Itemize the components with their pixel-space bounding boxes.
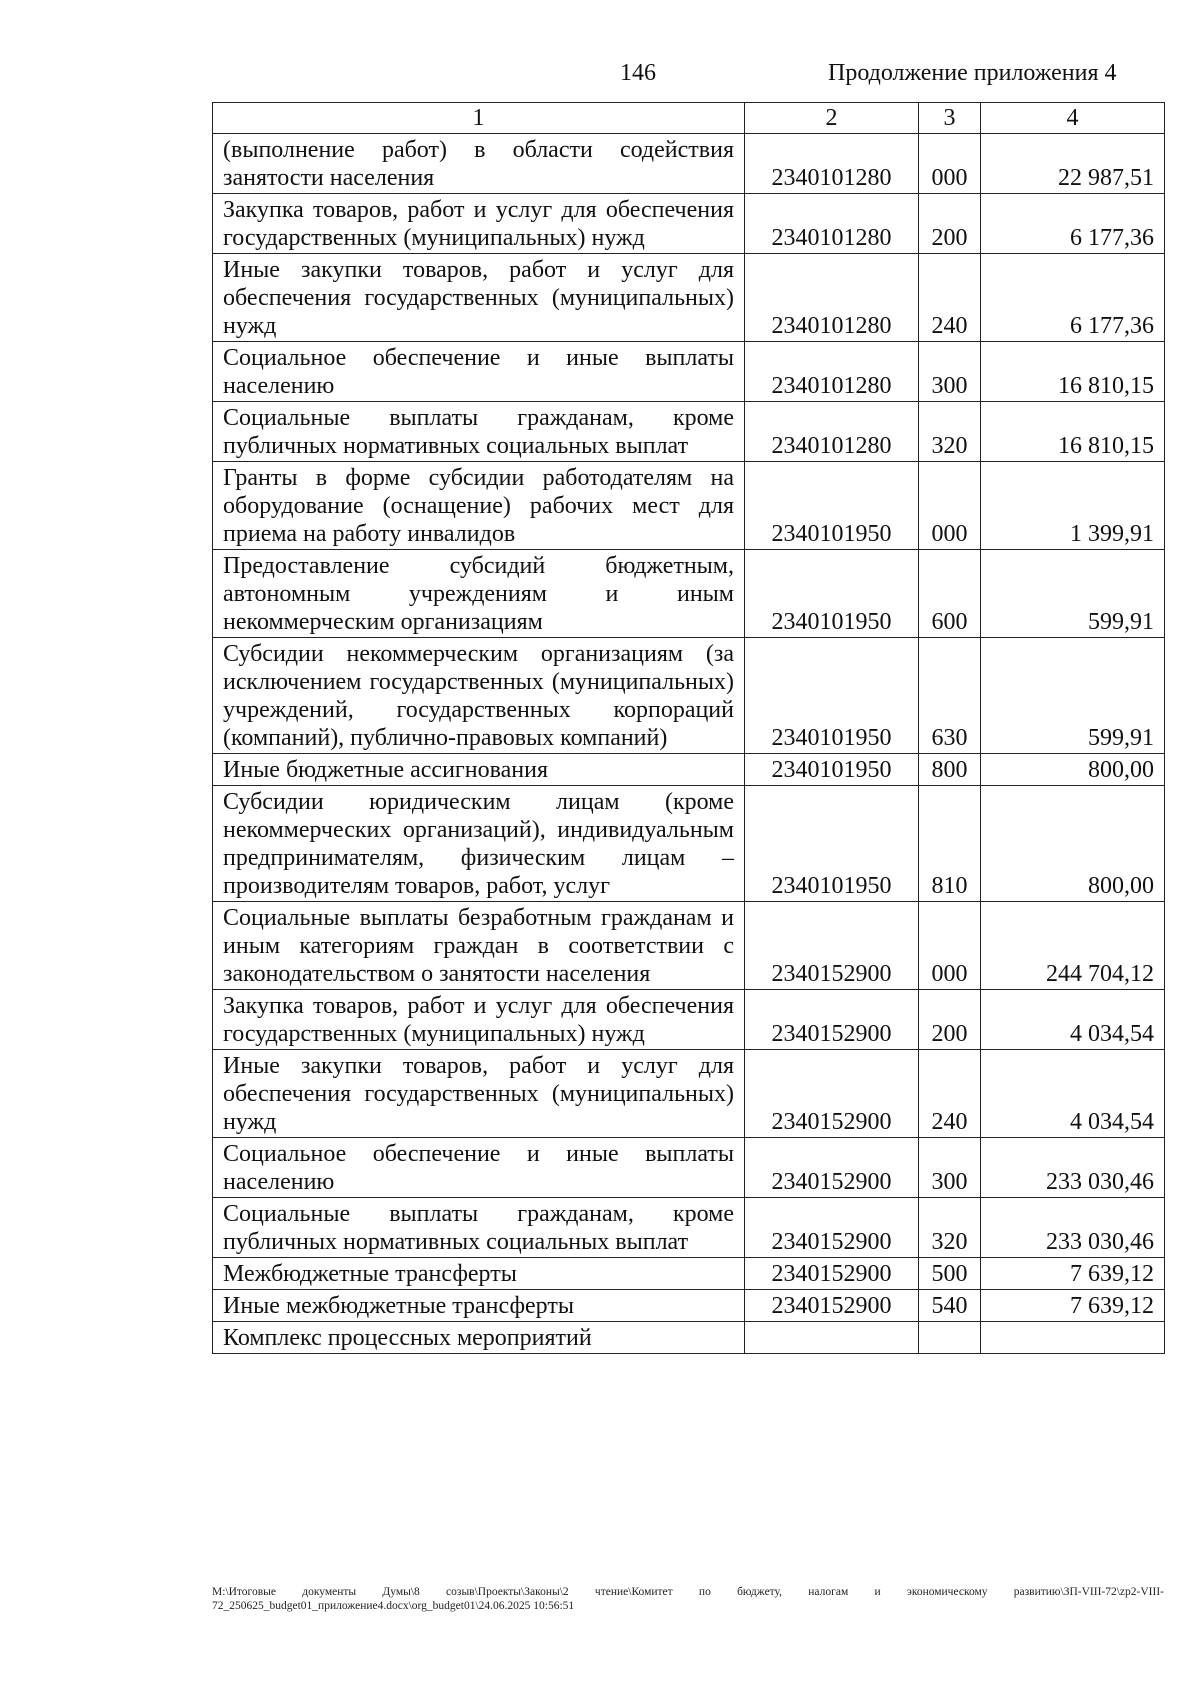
row-type: 000 [919,902,981,990]
row-code [745,1322,919,1354]
table-row [213,990,1165,1050]
table-row [213,342,1165,402]
table-row [213,1050,1165,1138]
table-row [213,902,1165,990]
table-row [213,462,1165,550]
row-amount: 599,91 [981,638,1165,754]
row-amount: 244 704,12 [981,902,1165,990]
row-code: 2340152900 [745,1050,919,1138]
row-name: Иные закупки товаров, работ и услуг для обеспечения государственных (муниципальных) нужд [213,254,745,342]
row-code: 2340101280 [745,342,919,402]
table-row [213,1290,1165,1322]
row-type [919,1322,981,1354]
row-amount: 16 810,15 [981,342,1165,402]
row-type: 600 [919,550,981,638]
table-row [213,134,1165,194]
row-type: 540 [919,1290,981,1322]
row-name: Закупка товаров, работ и услуг для обеспечения государственных (муниципальных) нужд [213,990,745,1050]
row-amount: 233 030,46 [981,1138,1165,1198]
row-type: 320 [919,1198,981,1258]
row-name: Социальное обеспечение и иные выплаты населению [213,342,745,402]
row-code: 2340152900 [745,1138,919,1198]
row-type: 810 [919,786,981,902]
row-name: Межбюджетные трансферты [213,1258,745,1290]
row-type: 500 [919,1258,981,1290]
row-code: 2340101950 [745,462,919,550]
row-type: 000 [919,134,981,194]
document-path-footer: M:\Итоговые документы Думы\8 созыв\Проекты\Законы\2 чтение\Комитет по бюджету, налогам и экономическому развитию\ЗП-VIII-72\zp2-VIII-72_250625_budget01_приложение4.docx\org_budget01\24.06.2025 10:56:51 [212,1586,1164,1612]
table-row [213,1322,1165,1354]
row-code: 2340101280 [745,194,919,254]
row-type: 240 [919,1050,981,1138]
budget-table [212,102,1165,1354]
row-amount: 22 987,51 [981,134,1165,194]
row-name: Закупка товаров, работ и услуг для обеспечения государственных (муниципальных) нужд [213,194,745,254]
row-amount: 599,91 [981,550,1165,638]
row-code: 2340101280 [745,134,919,194]
row-name: Социальное обеспечение и иные выплаты населению [213,1138,745,1198]
column-header-code: 2 [745,103,919,134]
row-type: 320 [919,402,981,462]
row-code: 2340152900 [745,990,919,1050]
column-header-name: 1 [213,103,745,134]
row-amount: 7 639,12 [981,1258,1165,1290]
row-type: 240 [919,254,981,342]
row-type: 630 [919,638,981,754]
row-name: Иные бюджетные ассигнования [213,754,745,786]
row-type: 000 [919,462,981,550]
column-header-amount: 4 [981,103,1165,134]
row-name: Гранты в форме субсидии работодателям на оборудование (оснащение) рабочих мест для приема на работу инвалидов [213,462,745,550]
row-name: Предоставление субсидий бюджетным, автономным учреждениям и иным некоммерческим организациям [213,550,745,638]
row-name: Социальные выплаты гражданам, кроме публичных нормативных социальных выплат [213,1198,745,1258]
row-type: 300 [919,342,981,402]
row-code: 2340152900 [745,1258,919,1290]
table-row [213,550,1165,638]
row-code: 2340101950 [745,754,919,786]
row-name: Социальные выплаты гражданам, кроме публичных нормативных социальных выплат [213,402,745,462]
table-row [213,1138,1165,1198]
row-name: Субсидии юридическим лицам (кроме некоммерческих организаций), индивидуальным предпринимателям, физическим лицам – производителям товаров, работ, услуг [213,786,745,902]
row-name: Иные закупки товаров, работ и услуг для обеспечения государственных (муниципальных) нужд [213,1050,745,1138]
row-name: Субсидии некоммерческим организациям (за исключением государственных (муниципальных) учреждений, государственных корпораций (компаний), публично-правовых компаний) [213,638,745,754]
row-name: Комплекс процессных мероприятий [213,1322,745,1354]
row-code: 2340152900 [745,1290,919,1322]
row-amount: 4 034,54 [981,1050,1165,1138]
table-row [213,754,1165,786]
table-header-row [213,103,1165,134]
table-row [213,1198,1165,1258]
row-name: (выполнение работ) в области содействия занятости населения [213,134,745,194]
row-amount: 233 030,46 [981,1198,1165,1258]
row-amount: 800,00 [981,754,1165,786]
row-amount: 16 810,15 [981,402,1165,462]
row-code: 2340101950 [745,786,919,902]
row-amount: 1 399,91 [981,462,1165,550]
row-code: 2340152900 [745,902,919,990]
column-header-type: 3 [919,103,981,134]
row-type: 300 [919,1138,981,1198]
row-type: 200 [919,990,981,1050]
table-row [213,786,1165,902]
table-row [213,254,1165,342]
row-code: 2340101950 [745,638,919,754]
row-amount: 4 034,54 [981,990,1165,1050]
row-code: 2340101280 [745,254,919,342]
appendix-continuation-label: Продолжение приложения 4 [828,60,1117,86]
row-type: 800 [919,754,981,786]
row-type: 200 [919,194,981,254]
row-amount: 6 177,36 [981,254,1165,342]
row-code: 2340101950 [745,550,919,638]
row-amount [981,1322,1165,1354]
table-row [213,194,1165,254]
table-row [213,1258,1165,1290]
row-name: Социальные выплаты безработным гражданам и иным категориям граждан в соответствии с законодательством о занятости населения [213,902,745,990]
row-amount: 6 177,36 [981,194,1165,254]
page-number: 146 [620,60,656,86]
row-amount: 7 639,12 [981,1290,1165,1322]
row-code: 2340152900 [745,1198,919,1258]
table-row [213,402,1165,462]
row-amount: 800,00 [981,786,1165,902]
row-name: Иные межбюджетные трансферты [213,1290,745,1322]
row-code: 2340101280 [745,402,919,462]
table-row [213,638,1165,754]
